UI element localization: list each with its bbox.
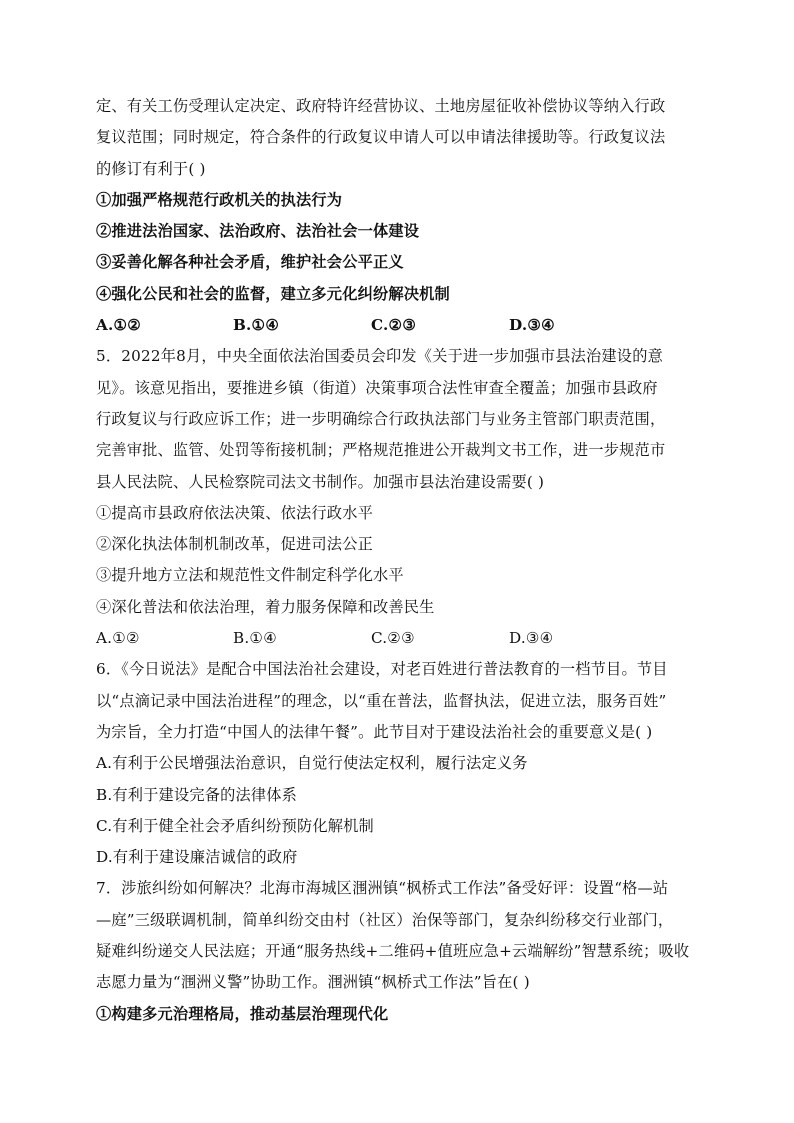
- q5-stem-line: 5．2022年8月，中央全面依法治国委员会印发《关于进一步加强市县法治建设的意: [96, 347, 663, 366]
- q5-statement: ②深化执法体制机制改革，促进司法公正: [96, 535, 373, 554]
- q4-options: [96, 310, 698, 341]
- q5-statement: ①提高市县政府依法决策、依法行政水平: [96, 503, 373, 522]
- q7-stem-line: 志愿力量为“涠洲义警”协助工作。涠洲镇“枫桥式工作法”旨在( ): [96, 973, 530, 992]
- q5-stem-line: 行政复议与行政应诉工作；进一步明确综合行政执法部门与业务主管部门职责范围，: [96, 409, 666, 428]
- q6-stem-line: 6．《今日说法》是配合中国法治社会建设，对老百姓进行普法教育的一档节目。节目: [96, 660, 668, 679]
- q7-stem-line: —庭”三级联调机制，简单纠纷交由村（社区）治保等部门，复杂纠纷移交行业部门，: [96, 910, 674, 929]
- q5-option-d: D.③④: [509, 629, 554, 648]
- exam-page: [96, 91, 698, 1030]
- q6-choice-c: C.有利于健全社会矛盾纠纷预防化解机制: [96, 816, 374, 835]
- q5-stem-line: 见》。该意见指出，要推进乡镇（街道）决策事项合法性审查全覆盖；加强市县政府: [96, 378, 658, 397]
- q5-option-b: B.①④: [233, 629, 278, 648]
- q4-statement: ③妥善化解各种社会矛盾，维护社会公平正义: [96, 253, 404, 272]
- q4-stem-line: 定、有关工伤受理认定决定、政府特许经营协议、土地房屋征收补偿协议等纳入行政: [96, 97, 666, 115]
- q5-option-c: C.②③: [371, 629, 415, 648]
- q5-stem-line: 县人民法院、人民检察院司法文书制作。加强市县法治建设需要( ): [96, 472, 545, 491]
- q7-stem-line: 疑难纠纷递交人民法庭；开通“服务热线+二维码+值班应急+云端解纷”智慧系统；吸收: [96, 942, 690, 961]
- question-6: [96, 654, 698, 873]
- q6-choice-b: B.有利于建设完备的法律体系: [96, 785, 298, 804]
- q4-statement: ②推进法治国家、法治政府、法治社会一体建设: [96, 222, 420, 241]
- q4-stem-line: 复议范围；同时规定，符合条件的行政复议申请人可以申请法律援助等。行政复议法: [96, 128, 666, 147]
- q4-option-b: B.①④: [233, 316, 280, 335]
- question-4: [96, 91, 698, 341]
- q5-stem-line: 完善审批、监管、处罚等衔接机制；严格规范推进公开裁判文书工作，进一步规范市: [96, 441, 666, 460]
- q6-choice-d: D.有利于建设廉洁诚信的政府: [96, 848, 298, 867]
- q5-statement: ③提升地方立法和规范性文件制定科学化水平: [96, 566, 404, 585]
- q4-option-d: D.③④: [509, 316, 555, 335]
- q6-stem-line: 为宗旨，全力打造“中国人的法律午餐”。此节目对于建设法治社会的重要意义是( ): [96, 722, 653, 741]
- q5-statement: ④深化普法和依法治理，着力服务保障和改善民生: [96, 597, 435, 616]
- q7-statement: ①构建多元治理格局，推动基层治理现代化: [96, 1004, 389, 1023]
- q4-option-a: A.①②: [96, 316, 142, 335]
- question-5: [96, 341, 698, 654]
- q5-option-a: A.①②: [96, 629, 140, 648]
- q4-statement: ④强化公民和社会的监督，建立多元化纠纷解决机制: [96, 284, 450, 303]
- question-7: [96, 873, 698, 1029]
- q4-option-c: C.②③: [371, 316, 417, 335]
- q4-statement: ①加强严格规范行政机关的执法行为: [96, 190, 343, 209]
- q7-stem-line: 7．涉旅纠纷如何解决？北海市海城区涠洲镇“枫桥式工作法”备受好评：设置“格—站: [96, 879, 669, 898]
- q6-stem-line: 以“点滴记录中国法治进程”的理念，以“重在普法，监督执法，促进立法，服务百姓”: [96, 691, 667, 710]
- q5-options: [96, 623, 698, 654]
- q6-choice-a: A.有利于公民增强法治意识，自觉行使法定权利，履行法定义务: [96, 754, 528, 773]
- q4-stem-line: 的修订有利于( ): [96, 159, 206, 178]
